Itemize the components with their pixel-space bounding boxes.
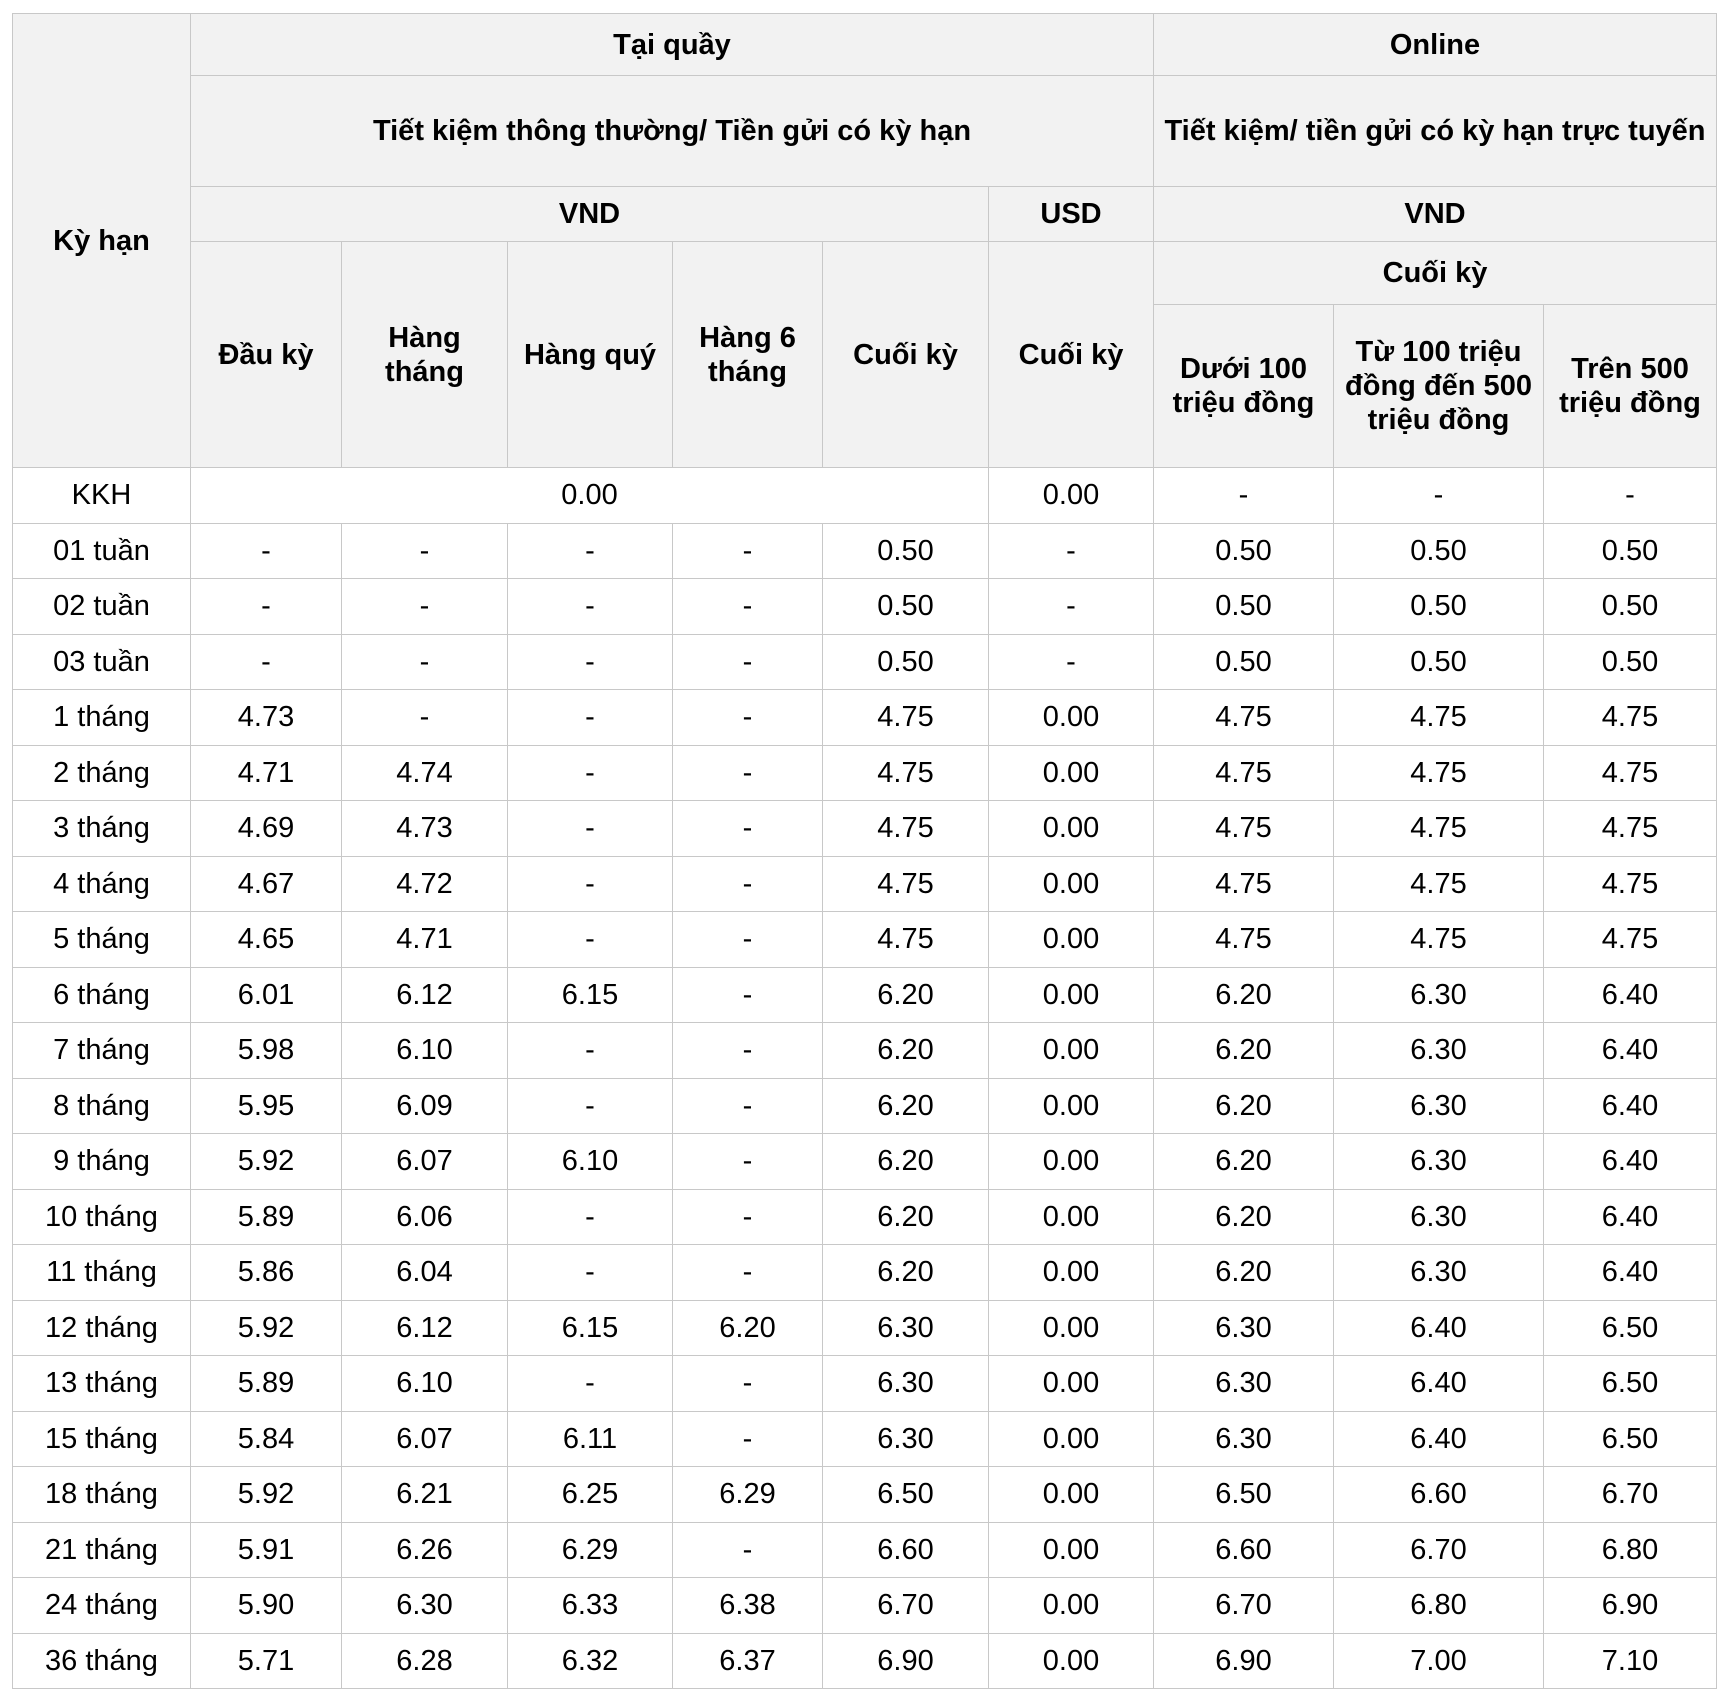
rate-cell: 6.12 [342,967,508,1023]
rate-cell: 0.00 [989,1023,1154,1079]
rate-cell: - [1154,468,1334,524]
rate-cell: - [673,523,823,579]
rate-cell: 6.30 [823,1411,989,1467]
rate-cell: - [508,634,673,690]
rate-cell: 6.07 [342,1411,508,1467]
col-cuoi-ky: Cuối kỳ [823,242,989,468]
rate-cell: 0.50 [1334,634,1544,690]
rate-cell: - [342,579,508,635]
rate-cell: 4.74 [342,745,508,801]
rate-cell: 6.30 [1334,1078,1544,1134]
rate-cell: 4.73 [191,690,342,746]
rate-cell: 4.71 [191,745,342,801]
rate-cell: 6.50 [823,1467,989,1523]
rate-cell: - [989,523,1154,579]
rate-cell: 6.40 [1334,1356,1544,1412]
rate-cell: 6.30 [1334,1134,1544,1190]
rate-cell: - [673,1078,823,1134]
rate-cell: - [342,523,508,579]
col-duoi-100: Dưới 100 triệu đồng [1154,305,1334,468]
rate-cell: 4.71 [342,912,508,968]
table-row [13,912,1717,968]
rate-cell: 0.00 [989,1356,1154,1412]
rate-cell: 0.50 [1334,579,1544,635]
online-product-header: Tiết kiệm/ tiền gửi có kỳ hạn trực tuyến [1154,76,1717,187]
rate-cell: 6.37 [673,1633,823,1689]
rate-cell: 6.60 [1334,1467,1544,1523]
rate-cell: - [508,523,673,579]
rate-cell: 5.92 [191,1134,342,1190]
rate-cell: - [673,1023,823,1079]
table-row [13,967,1717,1023]
rate-cell: 6.80 [1334,1578,1544,1634]
term-cell: 03 tuần [13,634,191,690]
counter-product-header: Tiết kiệm thông thường/ Tiền gửi có kỳ hạn [191,76,1154,187]
rate-cell: - [508,1078,673,1134]
term-cell: 12 tháng [13,1300,191,1356]
rate-cell: 4.73 [342,801,508,857]
rate-cell: - [508,1356,673,1412]
term-cell: 18 tháng [13,1467,191,1523]
col-100-500: Từ 100 triệu đồng đến 500 triệu đồng [1334,305,1544,468]
rate-cell: 6.10 [342,1023,508,1079]
table-row [13,1023,1717,1079]
vnd-header: VND [191,187,989,242]
rate-cell: - [342,690,508,746]
rate-cell: 5.71 [191,1633,342,1689]
table-row [13,523,1717,579]
table-row-kkh [13,468,1717,524]
rate-cell: 4.75 [1544,856,1717,912]
col-usd-cuoi-ky: Cuối kỳ [989,242,1154,468]
rate-cell: 5.92 [191,1467,342,1523]
rate-cell: 0.00 [989,912,1154,968]
rate-cell: 6.07 [342,1134,508,1190]
rate-cell: 0.00 [989,856,1154,912]
rate-cell: 6.50 [1154,1467,1334,1523]
rate-cell: 4.75 [1544,912,1717,968]
rate-cell: - [508,856,673,912]
rate-cell: 6.33 [508,1578,673,1634]
col-tren-500: Trên 500 triệu đồng [1544,305,1717,468]
rate-cell: 4.75 [1544,690,1717,746]
rate-cell: 4.75 [1334,690,1544,746]
rate-cell: 4.75 [823,801,989,857]
rate-cell: 6.32 [508,1633,673,1689]
rate-cell: - [673,745,823,801]
rate-cell: 6.12 [342,1300,508,1356]
rate-cell: 4.75 [1544,801,1717,857]
rate-cell: 6.40 [1334,1300,1544,1356]
online-vnd-header: VND [1154,187,1717,242]
rate-cell: - [1334,468,1544,524]
rate-cell: - [191,634,342,690]
rate-cell: 4.75 [1544,745,1717,801]
rate-cell: - [673,690,823,746]
term-cell: 24 tháng [13,1578,191,1634]
rate-cell: 5.89 [191,1356,342,1412]
rate-cell: 4.75 [823,690,989,746]
rate-cell: 0.50 [1154,579,1334,635]
term-cell: 21 tháng [13,1522,191,1578]
rate-cell: - [508,745,673,801]
term-cell: 1 tháng [13,690,191,746]
rate-cell: 0.00 [989,745,1154,801]
rate-cell: 0.00 [989,1467,1154,1523]
rate-cell: 5.89 [191,1189,342,1245]
col-hang-6-thang: Hàng 6 tháng [673,242,823,468]
col-dau-ky: Đầu kỳ [191,242,342,468]
rate-cell: - [673,801,823,857]
rate-cell: 6.20 [823,1023,989,1079]
rate-cell: 6.40 [1544,1189,1717,1245]
kkh-vnd-cell: 0.00 [191,468,989,524]
rate-cell: - [508,579,673,635]
rate-cell: 6.40 [1544,1023,1717,1079]
table-row [13,579,1717,635]
term-cell: 8 tháng [13,1078,191,1134]
rate-cell: 4.69 [191,801,342,857]
rate-cell: 6.60 [823,1522,989,1578]
rate-cell: 0.50 [1154,634,1334,690]
rate-cell: - [673,967,823,1023]
rate-cell: 6.20 [1154,1023,1334,1079]
rate-cell: 6.15 [508,967,673,1023]
col-hang-quy: Hàng quý [508,242,673,468]
rate-cell: 4.75 [1154,912,1334,968]
rate-cell: 4.72 [342,856,508,912]
table-row [13,1411,1717,1467]
rate-cell: 6.29 [673,1467,823,1523]
rate-cell: 0.00 [989,801,1154,857]
rate-cell: 6.60 [1154,1522,1334,1578]
rate-cell: 6.20 [823,1078,989,1134]
rate-cell: 6.50 [1544,1411,1717,1467]
rate-cell: - [673,634,823,690]
rate-cell: 0.50 [823,523,989,579]
rate-cell: 6.20 [823,1189,989,1245]
rate-cell: 6.30 [1334,967,1544,1023]
rate-cell: 6.30 [1334,1023,1544,1079]
table-header [13,14,1717,468]
rate-cell: 0.00 [989,1578,1154,1634]
rate-cell: 6.10 [342,1356,508,1412]
rate-cell: - [508,801,673,857]
rate-cell: 0.00 [989,1078,1154,1134]
rate-cell: 0.00 [989,1411,1154,1467]
table-row [13,1578,1717,1634]
rate-cell: 6.30 [1154,1356,1334,1412]
rate-cell: 6.38 [673,1578,823,1634]
rate-cell: 6.20 [823,967,989,1023]
usd-header: USD [989,187,1154,242]
rate-cell: 4.75 [1154,801,1334,857]
rate-cell: 0.00 [989,1189,1154,1245]
rate-cell: 6.20 [1154,1134,1334,1190]
term-cell: KKH [13,468,191,524]
rate-cell: 0.50 [823,634,989,690]
rate-cell: - [191,579,342,635]
rate-cell: 6.20 [1154,1078,1334,1134]
rate-cell: 4.75 [1154,690,1334,746]
rate-cell: 4.75 [823,912,989,968]
rate-cell: 4.67 [191,856,342,912]
rate-cell: 6.70 [1154,1578,1334,1634]
rate-cell: 0.00 [989,967,1154,1023]
rate-cell: 5.86 [191,1245,342,1301]
rate-cell: - [673,1134,823,1190]
term-cell: 7 tháng [13,1023,191,1079]
rate-cell: 6.01 [191,967,342,1023]
rate-cell: 6.15 [508,1300,673,1356]
rate-cell: 6.30 [1154,1300,1334,1356]
rate-cell: 0.50 [823,579,989,635]
rate-cell: 5.84 [191,1411,342,1467]
rate-cell: 0.00 [989,1245,1154,1301]
rate-cell: - [673,1189,823,1245]
term-cell: 15 tháng [13,1411,191,1467]
rate-cell: 6.80 [1544,1522,1717,1578]
rate-cell: 6.40 [1544,1245,1717,1301]
col-hang-thang: Hàng tháng [342,242,508,468]
rate-cell: 0.50 [1154,523,1334,579]
table-row [13,690,1717,746]
online-end-header: Cuối kỳ [1154,242,1717,305]
term-header: Kỳ hạn [13,14,191,468]
table-body [13,468,1717,1689]
rate-cell: 6.40 [1334,1411,1544,1467]
table-row [13,856,1717,912]
rate-cell: 6.11 [508,1411,673,1467]
rate-cell: 6.90 [1544,1578,1717,1634]
rate-cell: 4.75 [1154,745,1334,801]
term-cell: 3 tháng [13,801,191,857]
term-cell: 4 tháng [13,856,191,912]
rate-cell: - [989,579,1154,635]
term-cell: 10 tháng [13,1189,191,1245]
rate-cell: 6.70 [823,1578,989,1634]
table-row [13,1189,1717,1245]
rate-cell: 0.00 [989,1633,1154,1689]
rate-cell: 6.10 [508,1134,673,1190]
table-row [13,1522,1717,1578]
rate-cell: - [342,634,508,690]
table-row [13,1356,1717,1412]
rate-cell: - [989,634,1154,690]
term-cell: 13 tháng [13,1356,191,1412]
rate-cell: - [508,912,673,968]
term-cell: 5 tháng [13,912,191,968]
kkh-usd-cell: 0.00 [989,468,1154,524]
rate-cell: 6.30 [1334,1245,1544,1301]
rate-cell: 0.50 [1334,523,1544,579]
rate-cell: - [191,523,342,579]
rate-cell: 5.98 [191,1023,342,1079]
rate-cell: 6.50 [1544,1300,1717,1356]
rate-cell: 4.75 [1334,856,1544,912]
rate-cell: 0.50 [1544,634,1717,690]
rate-cell: 0.00 [989,1300,1154,1356]
rate-cell: - [508,1189,673,1245]
rate-cell: - [673,1356,823,1412]
rate-cell: 6.21 [342,1467,508,1523]
rate-cell: 6.30 [1154,1411,1334,1467]
rate-cell: 5.90 [191,1578,342,1634]
rate-cell: 6.25 [508,1467,673,1523]
rate-cell: 4.75 [823,745,989,801]
rate-cell: 6.90 [1154,1633,1334,1689]
rate-cell: - [673,856,823,912]
rate-cell: 6.40 [1544,1134,1717,1190]
rate-cell: 6.40 [1544,967,1717,1023]
rate-cell: - [673,912,823,968]
rate-cell: 6.30 [342,1578,508,1634]
rate-cell: 6.20 [823,1245,989,1301]
rate-cell: 6.20 [1154,967,1334,1023]
term-cell: 36 tháng [13,1633,191,1689]
rate-cell: 0.50 [1544,579,1717,635]
rate-cell: - [673,1411,823,1467]
table-row [13,745,1717,801]
rate-cell: - [1544,468,1717,524]
rate-cell: 7.10 [1544,1633,1717,1689]
rate-cell: 6.04 [342,1245,508,1301]
rate-cell: - [673,1522,823,1578]
term-cell: 9 tháng [13,1134,191,1190]
term-cell: 02 tuần [13,579,191,635]
rate-cell: 4.75 [1334,745,1544,801]
rate-cell: 0.00 [989,1522,1154,1578]
rate-cell: 0.50 [1544,523,1717,579]
term-cell: 11 tháng [13,1245,191,1301]
table-row [13,1078,1717,1134]
rate-cell: 4.75 [1334,912,1544,968]
rate-cell: - [508,1245,673,1301]
rate-cell: 6.29 [508,1522,673,1578]
rate-cell: 6.70 [1544,1467,1717,1523]
rate-cell: 6.90 [823,1633,989,1689]
rate-cell: 6.30 [823,1300,989,1356]
rate-cell: 6.06 [342,1189,508,1245]
rate-cell: 6.70 [1334,1522,1544,1578]
table-row [13,634,1717,690]
online-header: Online [1154,14,1717,76]
rate-cell: 4.75 [1154,856,1334,912]
table-row [13,1300,1717,1356]
term-cell: 2 tháng [13,745,191,801]
rate-cell: 6.30 [823,1356,989,1412]
rate-cell: 7.00 [1334,1633,1544,1689]
term-cell: 01 tuần [13,523,191,579]
table-row [13,1633,1717,1689]
rate-cell: 0.00 [989,1134,1154,1190]
rate-cell: 6.26 [342,1522,508,1578]
interest-rate-table [12,13,1717,1689]
term-cell: 6 tháng [13,967,191,1023]
rate-cell: 6.20 [823,1134,989,1190]
rate-cell: 0.00 [989,690,1154,746]
rate-cell: 4.75 [823,856,989,912]
rate-cell: - [673,579,823,635]
table-row [13,1467,1717,1523]
rate-cell: 6.09 [342,1078,508,1134]
rate-cell: 6.20 [1154,1245,1334,1301]
rate-cell: 5.95 [191,1078,342,1134]
rate-cell: - [508,1023,673,1079]
rate-cell: 5.92 [191,1300,342,1356]
rate-cell: 6.50 [1544,1356,1717,1412]
rate-cell: 6.40 [1544,1078,1717,1134]
rate-cell: 6.20 [1154,1189,1334,1245]
rate-cell: 4.75 [1334,801,1544,857]
counter-header: Tại quầy [191,14,1154,76]
rate-cell: 6.28 [342,1633,508,1689]
rate-cell: 6.20 [673,1300,823,1356]
table-row [13,1134,1717,1190]
rate-cell: 6.30 [1334,1189,1544,1245]
rate-cell: 4.65 [191,912,342,968]
rate-cell: 5.91 [191,1522,342,1578]
rate-cell: - [673,1245,823,1301]
table-row [13,801,1717,857]
table-row [13,1245,1717,1301]
rate-cell: - [508,690,673,746]
